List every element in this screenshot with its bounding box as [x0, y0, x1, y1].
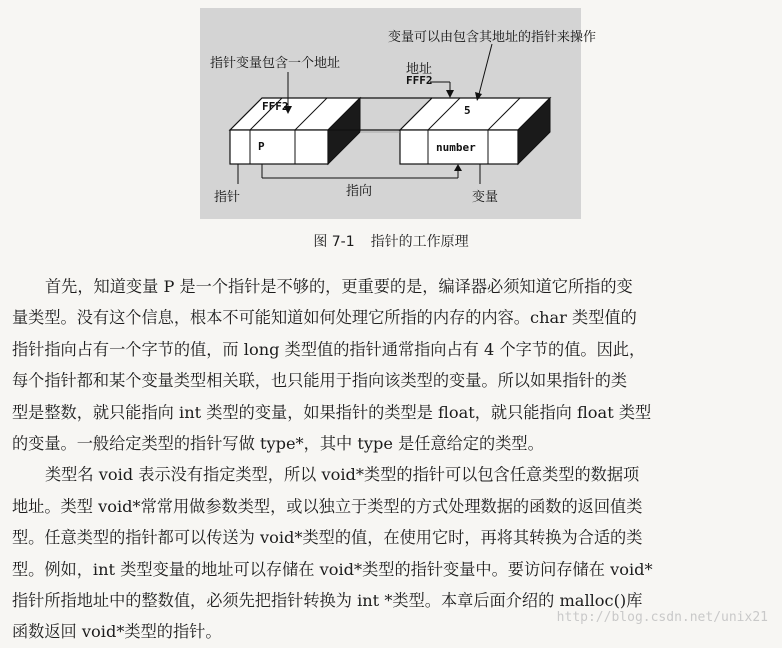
- annotation-pointer-contains: 指针变量包含一个地址: [210, 56, 341, 71]
- p1-line-2: 量类型。没有这个信息，根本不可能知道如何处理它所指的内存的内容。char 类型值的: [12, 308, 637, 328]
- variable-value: 5: [464, 104, 471, 117]
- p2-line-3: 型。任意类型的指针都可以传送为 void*类型的值，在使用它时，再将其转换为合适的类: [12, 528, 643, 548]
- label-variable: 变量: [472, 190, 499, 205]
- caption-number: 图 7-1: [313, 234, 355, 250]
- pointer-name: P: [258, 140, 265, 153]
- address-label: 地址: [406, 62, 433, 77]
- body-text: [12, 271, 774, 648]
- address-value: FFF2: [406, 74, 433, 87]
- p2-line-6: 函数返回 void*类型的指针。: [12, 622, 222, 642]
- p2-line-2: 地址。类型 void*常常用做参数类型，或以独立于类型的方式处理数据的函数的返回值类: [12, 496, 643, 516]
- p1-line-4: 每个指针都和某个变量类型相关联，也只能用于指向该类型的变量。所以如果指针的类: [12, 371, 628, 391]
- p2-line-5: 指针所指地址中的整数值，必须先把指针转换为 int *类型。本章后面介绍的 malloc()库: [12, 590, 643, 610]
- p1-line-3: 指针指向占有一个字节的值，而 long 类型值的指针通常指向占有 4 个字节的值。因此，: [12, 339, 646, 359]
- pointer-block: [230, 98, 360, 164]
- caption-title: 指针的工作原理: [370, 234, 469, 250]
- watermark: http://blog.csdn.net/unix21: [556, 610, 768, 625]
- p1-line-6: 的变量。一般给定类型的指针写做 type*，其中 type 是任意给定的类型。: [12, 433, 544, 453]
- annotation-top: 变量可以由包含其地址的指针来操作: [388, 30, 597, 45]
- figure-caption: [0, 231, 782, 251]
- label-pointer: 指针: [214, 190, 241, 205]
- pointer-value: FFF2: [262, 100, 289, 113]
- p2-line-4: 型。例如，int 类型变量的地址可以存储在 void*类型的指针变量中。要访问存储在 void*: [12, 559, 653, 579]
- p1-line-1: 首先，知道变量 P 是一个指针是不够的，更重要的是，编译器必须知道它所指的变: [45, 277, 633, 296]
- label-points-to: 指向: [346, 184, 373, 199]
- p1-line-5: 型是整数，就只能指向 int 类型的变量，如果指针的类型是 float，就只能指向 float 类型: [12, 402, 652, 422]
- p2-line-1: 类型名 void 表示没有指定类型，所以 void*类型的指针可以包含任意类型的数据项: [45, 465, 640, 485]
- pointer-diagram: [200, 8, 597, 219]
- variable-name: number: [436, 141, 476, 154]
- variable-block: [400, 98, 550, 164]
